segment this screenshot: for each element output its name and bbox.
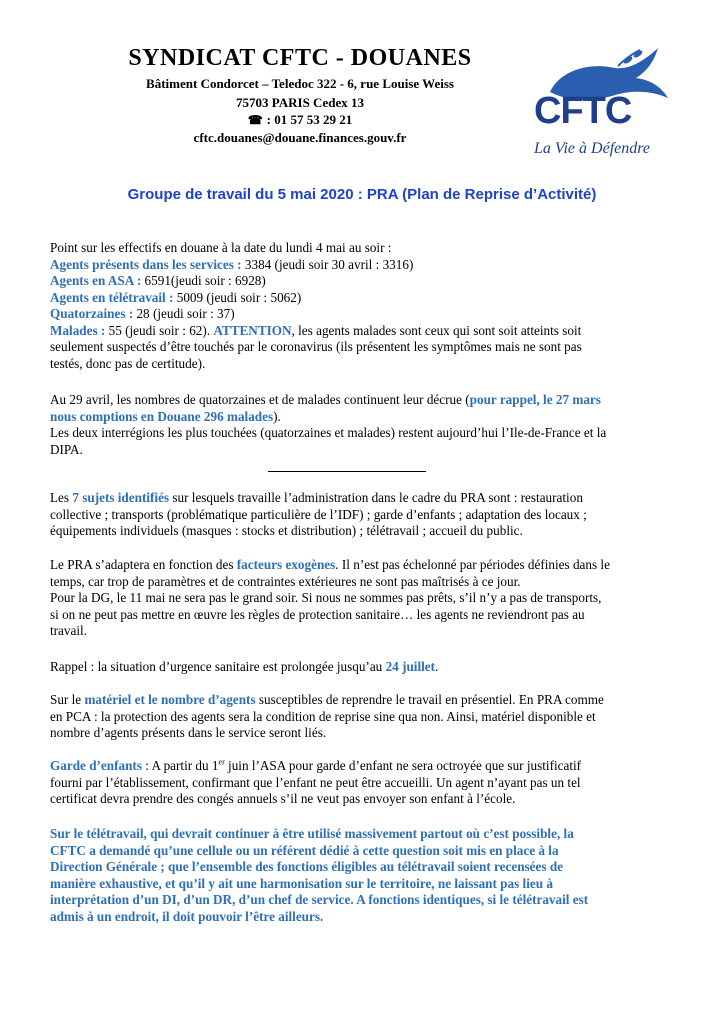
paragraph-rappel: Rappel : la situation d’urgence sanitaire est prolongée jusqu’au 24 juillet. <box>50 659 439 674</box>
address-line-2: 75703 PARIS Cedex 13 <box>236 95 364 110</box>
address-line-1: Bâtiment Condorcet – Teledoc 322 - 6, rue Louise Weiss <box>146 76 454 91</box>
stat-malades: Malades : 55 (jeudi soir : 62). ATTENTION, les agents malades sont ceux qui sont soit atteints soit <box>50 322 582 338</box>
paragraph-garde-enfants: Garde d’enfants : A partir du 1er juin l’ASA pour garde d’enfant ne sera octroyée que sur justificatif fourni par l’établissement, confirmant que l’enfant ne peut être accueilli. Un agent n’ayant pas un tel certificat devra prendre des congés annuels s’il ne veut pas envoyer son enfant à l’école. <box>50 757 582 806</box>
cftc-logo <box>520 40 680 170</box>
stats-intro: Point sur les effectifs en douane à la date du lundi 4 mai au soir : <box>50 240 392 255</box>
stat-present: Agents présents dans les services : 3384 (jeudi soir 30 avril : 3316) <box>50 256 414 272</box>
email-address: cftc.douanes@douane.finances.gouv.fr <box>193 130 407 145</box>
logo-tagline: La Vie à Défendre <box>534 140 650 157</box>
telephone-icon: ☎ <box>247 113 263 127</box>
paragraph-exogenes: Le PRA s’adaptera en fonction des facteurs exogènes. Il n’est pas échelonné par périodes définies dans le temps, car trop de paramètres et de contraintes extérieures ne sont pas maîtrisés à ce jour. Pour la DG, le 11 mai ne sera pas le grand soir. Si nous ne sommes pas prêts, s’il n’y a pas de transports, si on ne peut pas mettre en œuvre les règles de protection sanitaire… les agents ne reviendront pas au travail. <box>50 557 610 638</box>
organization-title: SYNDICAT CFTC - DOUANES <box>128 45 472 71</box>
document-title: Groupe de travail du 5 mai 2020 : PRA (Plan de Reprise d’Activité) <box>127 186 597 203</box>
phone-number: : 01 57 53 29 21 <box>266 112 353 127</box>
paragraph-materiel: Sur le matériel et le nombre d’agents susceptibles de reprendre le travail en présentiel. En PRA comme en PCA : la protection des agents sera la condition de reprise sine qua non. Ainsi, matériel disponible et nombre d’agents présents dans le service seront liés. <box>50 692 604 740</box>
stats-block <box>50 240 676 372</box>
stat-malades-line3: testés, donc pas de certitude). <box>50 355 206 371</box>
stat-teletravail: Agents en télétravail : 5009 (jeudi soir : 5062) <box>50 289 302 305</box>
stat-asa: Agents en ASA : 6591(jeudi soir : 6928) <box>50 273 266 288</box>
paragraph-sujets: Les 7 sujets identifiés sur lesquels travaille l’administration dans le cadre du PRA sont : restauration collective ; transports (problématique particulière de l’IDF) ; garde d’enfants ; adaptation des locaux ; équipements individuels (masques : stocks et distribution) ; télétravail ; accueil du public. <box>50 490 587 538</box>
section-divider <box>268 471 426 472</box>
phone-line <box>100 112 500 128</box>
paragraph-teletravail: Sur le télétravail, qui devrait continuer à être utilisé massivement partout où c’est possible, la CFTC a demandé qu’une cellule ou un référent dédié à cette question soit mis en place à la Direction Générale ; que l’ensemble des fonctions éligibles au télétravail soient recensées de manière exhaustive, et qu’il y ait une harmonisation sur le territoire, ne laissant pas lieu à interprétation d’un DI, d’un DR, d’un chef de service. A fonctions identiques, si le télétravail est admis à un endroit, il doit pouvoir l’être ailleurs. <box>50 826 589 924</box>
stat-malades-line2: seulement suspectés d’être touchés par le coronavirus (ils présentent les symptômes mais ne sont pas <box>50 339 582 354</box>
paragraph-decrue: Au 29 avril, les nombres de quatorzaines et de malades continuent leur décrue (pour rappel, le 27 mars nous comptions en Douane 296 malades). Les deux interrégions les plus touchées (quatorzaines et malades) restent aujourd’hui l’Ile-de-France et la DIPA. <box>50 392 607 457</box>
stat-quatorzaines: Quatorzaines : 28 (jeudi soir : 37) <box>50 306 235 321</box>
logo-wordmark: CFTC <box>534 90 632 132</box>
